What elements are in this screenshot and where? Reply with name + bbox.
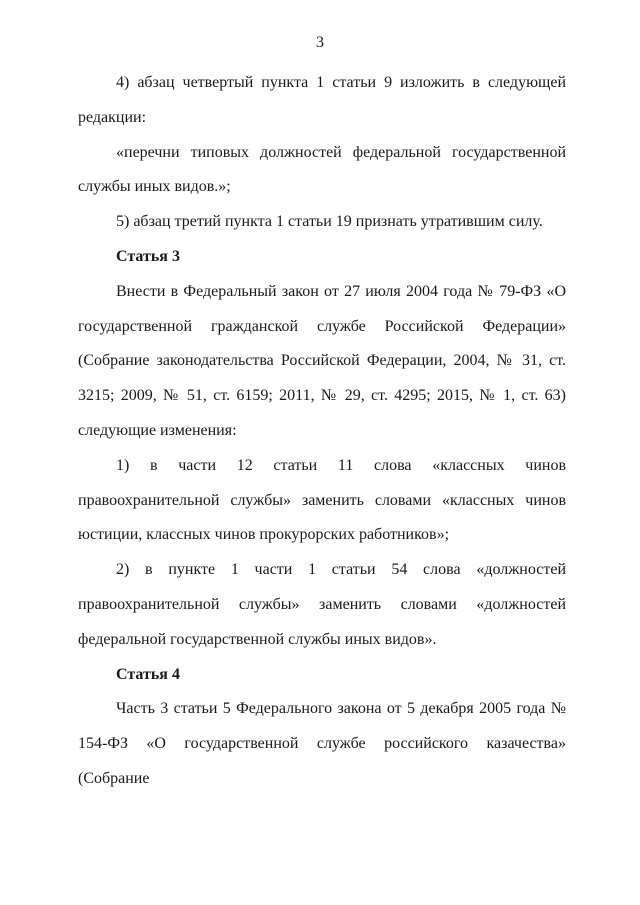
paragraph-article-4-intro: Часть 3 статьи 5 Федерального закона от 5 декабря 2005 года № 154-ФЗ «О государственной службе российского казачества» (Собрание bbox=[78, 700, 566, 787]
paragraph-article-3-item-1: 1) в части 12 статьи 11 слова «классных чинов правоохранительной службы» заменить словами «классных чинов юстиции, классных чинов прокурорских работников»; bbox=[78, 456, 566, 544]
paragraph-article-3-intro: Внести в Федеральный закон от 27 июля 2004 года № 79-ФЗ «О государственной гражданской службе Российской Федерации» (Собрание законодательства Российской Федерации, 2004, № 31, ст. 3215; 2009, № 51, ст. 6159; 2011, № 29, ст. 4295; 2015, № 1, ст. 63) следующие изменения: bbox=[78, 282, 566, 439]
paragraph-item-5: 5) абзац третий пункта 1 статьи 19 признать утратившим силу. bbox=[116, 213, 543, 231]
paragraph-quote-positions: «перечни типовых должностей федеральной государственной службы иных видов.»; bbox=[78, 143, 566, 196]
paragraph-article-3-item-2: 2) в пункте 1 части 1 статьи 54 слова «должностей правоохранительной службы» заменить словами «должностей федеральной государственной службы иных видов». bbox=[78, 561, 566, 648]
paragraph-item-4: 4) абзац четвертый пункта 1 статьи 9 изложить в следующей редакции: bbox=[78, 74, 566, 126]
document-body bbox=[78, 66, 566, 797]
article-3-heading: Статья 3 bbox=[116, 247, 180, 265]
page-number: 3 bbox=[316, 34, 324, 51]
article-4-heading: Статья 4 bbox=[116, 665, 180, 683]
